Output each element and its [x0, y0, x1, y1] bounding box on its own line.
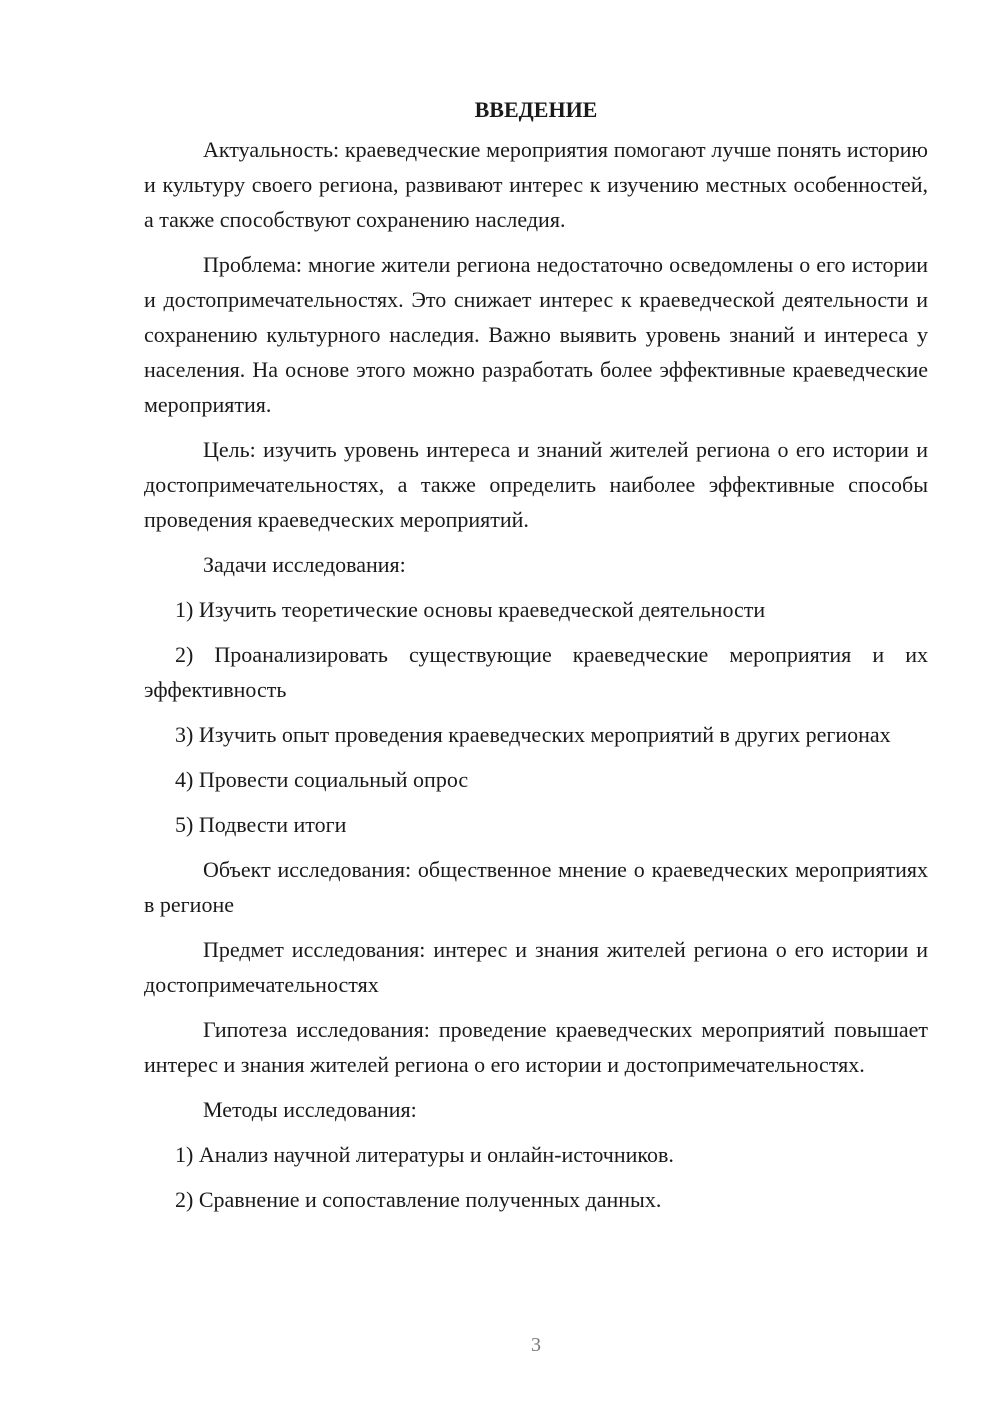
relevance-paragraph: Актуальность: краеведческие мероприятия помогают лучше понять историю и культуру своего региона, развивают интерес к изучению местных особенностей, а также способствуют сохранению наследия. — [144, 137, 928, 232]
problem-paragraph: Проблема: многие жители региона недостаточно осведомлены о его истории и достопримечательностях. Это снижает интерес к краеведческой деятельности и сохранению культурного наследия. Важно выявить уровень знаний и интереса у населения. На основе этого можно разработать более эффективные краеведческие мероприятия. — [144, 252, 928, 417]
task-item-5: 5) Подвести итоги — [175, 812, 347, 837]
method-item-2: 2) Сравнение и сопоставление полученных данных. — [175, 1187, 662, 1212]
methods-heading: Методы исследования: — [203, 1097, 417, 1122]
section-heading: ВВЕДЕНИЕ — [474, 97, 598, 122]
hypothesis-paragraph: Гипотеза исследования: проведение краеведческих мероприятий повышает интерес и знания жителей региона о его истории и достопримечательностях. — [144, 1017, 928, 1077]
goal-paragraph: Цель: изучить уровень интереса и знаний жителей региона о его истории и достопримечательностях, а также определить наиболее эффективные способы проведения краеведческих мероприятий. — [144, 437, 928, 532]
object-paragraph: Объект исследования: общественное мнение о краеведческих мероприятиях в регионе — [144, 857, 928, 917]
task-item-2: 2) Проанализировать существующие краеведческие мероприятия и их эффективность — [144, 642, 928, 702]
document-page — [144, 92, 928, 1227]
method-item-1: 1) Анализ научной литературы и онлайн-источников. — [175, 1142, 674, 1167]
tasks-heading: Задачи исследования: — [203, 552, 406, 577]
page-number: 3 — [531, 1334, 541, 1356]
task-item-1: 1) Изучить теоретические основы краеведческой деятельности — [175, 597, 766, 622]
task-item-3: 3) Изучить опыт проведения краеведческих мероприятий в других регионах — [175, 722, 891, 747]
subject-paragraph: Предмет исследования: интерес и знания жителей региона о его истории и достопримечательностях — [144, 937, 928, 997]
task-item-4: 4) Провести социальный опрос — [175, 767, 469, 792]
